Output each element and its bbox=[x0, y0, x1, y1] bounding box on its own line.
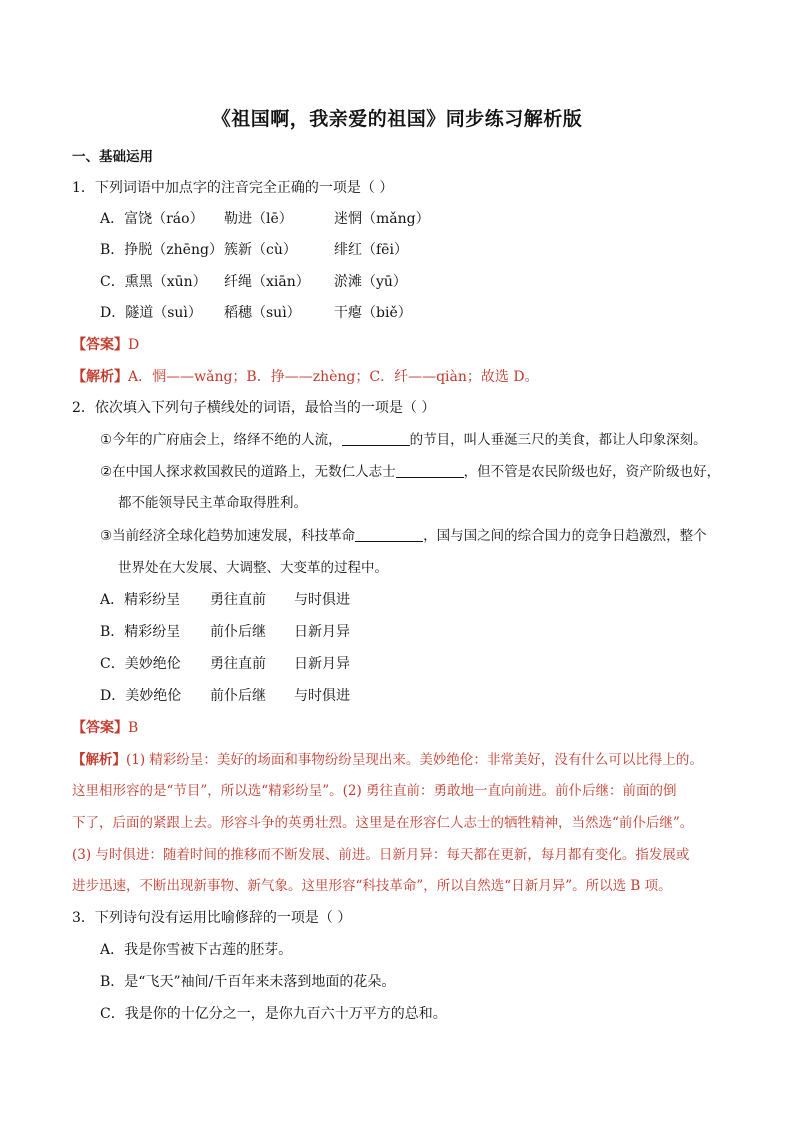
q2-option-b-word2: 前仆后继 bbox=[210, 624, 266, 640]
q1-option-c-word1: C．熏黑（xūn） bbox=[100, 274, 207, 290]
q2-option-d bbox=[100, 686, 350, 706]
q2-answer-value: B bbox=[128, 720, 139, 736]
q1-option-d-word2: 稻穗（suì） bbox=[224, 305, 301, 321]
q2-explanation-line: (3) 与时俱进：随着时间的推移而不断发展、前进。日新月异：每天都在更新，每月都有变化。指发展或 bbox=[72, 847, 690, 863]
q1-option-c-word3: 淤滩（yū） bbox=[334, 274, 407, 290]
q1-option-c-word2: 纤绳（xiān） bbox=[224, 274, 310, 290]
fill-blank bbox=[355, 527, 423, 542]
q1-explanation bbox=[72, 367, 539, 387]
q1-explanation-label: 【解析】 bbox=[72, 369, 128, 385]
q2-sentence-2-part2: ，但不管是农民阶级也好，资产阶级也好， bbox=[463, 464, 721, 480]
q1-option-b-word3: 绯红（fēi） bbox=[334, 242, 408, 258]
q2-explanation-line: 这里相形容的是“节目”，所以选“精彩纷呈”。(2) 勇往直前：勇敢地一直向前进。前仆后继：前面的倒 bbox=[72, 783, 677, 799]
q1-option-d bbox=[100, 303, 412, 323]
q2-option-b-word3: 日新月异 bbox=[294, 624, 350, 640]
question-2-stem: 2．依次填入下列句子横线处的词语，最恰当的一项是（ ） bbox=[72, 400, 436, 416]
q2-explanation-label: 【解析】 bbox=[72, 752, 126, 768]
q1-answer-label: 【答案】 bbox=[72, 337, 128, 353]
q2-sentence-3-part2: ，国与国之间的综合国力的竞争日趋激烈，整个 bbox=[423, 528, 707, 544]
q1-option-d-word1: D．隧道（suì） bbox=[100, 305, 202, 321]
q1-option-a-word1: A．富饶（ráo） bbox=[100, 211, 204, 227]
q2-sentence-2 bbox=[100, 462, 720, 482]
q2-option-c-word3: 日新月异 bbox=[294, 656, 350, 672]
q2-sentence-2-part1: ②在中国人探求救国救民的道路上，无数仁人志士 bbox=[100, 464, 396, 480]
q2-explanation bbox=[72, 750, 703, 770]
q2-explanation-line: 进步迅速，不断出现新事物、新气象。这里形容“科技革命”，所以自然选“日新月异”。所以选 B 项。 bbox=[72, 878, 672, 894]
q2-sentence-2-cont: 都不能领导民主革命取得胜利。 bbox=[118, 495, 307, 511]
q2-sentence-3-cont: 世界处在大发展、大调整、大变革的过程中。 bbox=[118, 560, 388, 576]
q1-option-c bbox=[100, 272, 407, 292]
section-heading: 一、基础运用 bbox=[72, 149, 153, 165]
q3-option-a: A．我是你雪被下古莲的胚芽。 bbox=[100, 942, 293, 958]
q1-explanation-text: A．惘——wǎng；B．挣——zhèng；C．纤——qiàn；故选 D。 bbox=[128, 369, 539, 385]
q2-option-c bbox=[100, 654, 350, 674]
q2-answer-label: 【答案】 bbox=[72, 720, 128, 736]
q2-option-c-word2: 勇往直前 bbox=[210, 656, 266, 672]
q1-option-b-word2: 簇新（cù） bbox=[224, 242, 297, 258]
q2-option-b-word1: B．精彩纷呈 bbox=[100, 624, 181, 640]
q1-option-b-word1: B．挣脱（zhēng） bbox=[100, 242, 223, 258]
q1-option-a-word2: 勒进（lē） bbox=[224, 211, 293, 227]
q2-sentence-1-part1: ①今年的广府庙会上，络绎不绝的人流， bbox=[100, 432, 342, 448]
q2-option-d-word1: D．美妙绝伦 bbox=[100, 688, 182, 704]
q2-option-a-word1: A．精彩纷呈 bbox=[100, 592, 181, 608]
q2-option-d-word3: 与时俱进 bbox=[294, 688, 350, 704]
q1-option-d-word3: 干瘪（biě） bbox=[334, 305, 412, 321]
question-3-stem: 3．下列诗句没有运用比喻修辞的一项是（ ） bbox=[72, 910, 352, 926]
q2-option-d-word2: 前仆后继 bbox=[210, 688, 266, 704]
q2-sentence-3 bbox=[100, 526, 707, 546]
q3-option-c: C．我是你的十亿分之一，是你九百六十万平方的总和。 bbox=[100, 1006, 447, 1022]
q2-explanation-line: (1) 精彩纷呈：美好的场面和事物纷纷呈现出来。美妙绝伦：非常美好，没有什么可以比得上的。 bbox=[126, 752, 703, 768]
q2-sentence-1 bbox=[100, 430, 707, 450]
q2-explanation-line: 下了，后面的紧跟上去。形容斗争的英勇壮烈。这里是在形容仁人志士的牺牲精神，当然选“前仆后继”。 bbox=[72, 815, 694, 831]
fill-blank bbox=[342, 431, 410, 446]
q1-answer-value: D bbox=[128, 337, 140, 353]
q2-option-c-word1: C．美妙绝伦 bbox=[100, 656, 181, 672]
fill-blank bbox=[396, 463, 464, 478]
q1-option-a-word3: 迷惘（mǎng） bbox=[334, 211, 430, 227]
q1-answer bbox=[72, 335, 139, 355]
q2-answer bbox=[72, 718, 138, 738]
question-1-stem: 1．下列词语中加点字的注音完全正确的一项是（ ） bbox=[72, 180, 394, 196]
q3-option-b: B．是“飞天”袖间/千百年来未落到地面的花朵。 bbox=[100, 974, 396, 990]
q2-option-b bbox=[100, 622, 350, 642]
q2-option-a-word3: 与时俱进 bbox=[294, 592, 350, 608]
q2-sentence-1-part2: 的节目，叫人垂涎三尺的美食，都让人印象深刻。 bbox=[409, 432, 707, 448]
q2-sentence-3-part1: ③当前经济全球化趋势加速发展，科技革命 bbox=[100, 528, 356, 544]
q2-option-a-word2: 勇往直前 bbox=[210, 592, 266, 608]
page-title: 《祖国啊，我亲爱的祖国》同步练习解析版 bbox=[211, 108, 583, 130]
q1-option-b bbox=[100, 240, 408, 260]
q2-option-a bbox=[100, 590, 350, 610]
q1-option-a bbox=[100, 209, 430, 229]
